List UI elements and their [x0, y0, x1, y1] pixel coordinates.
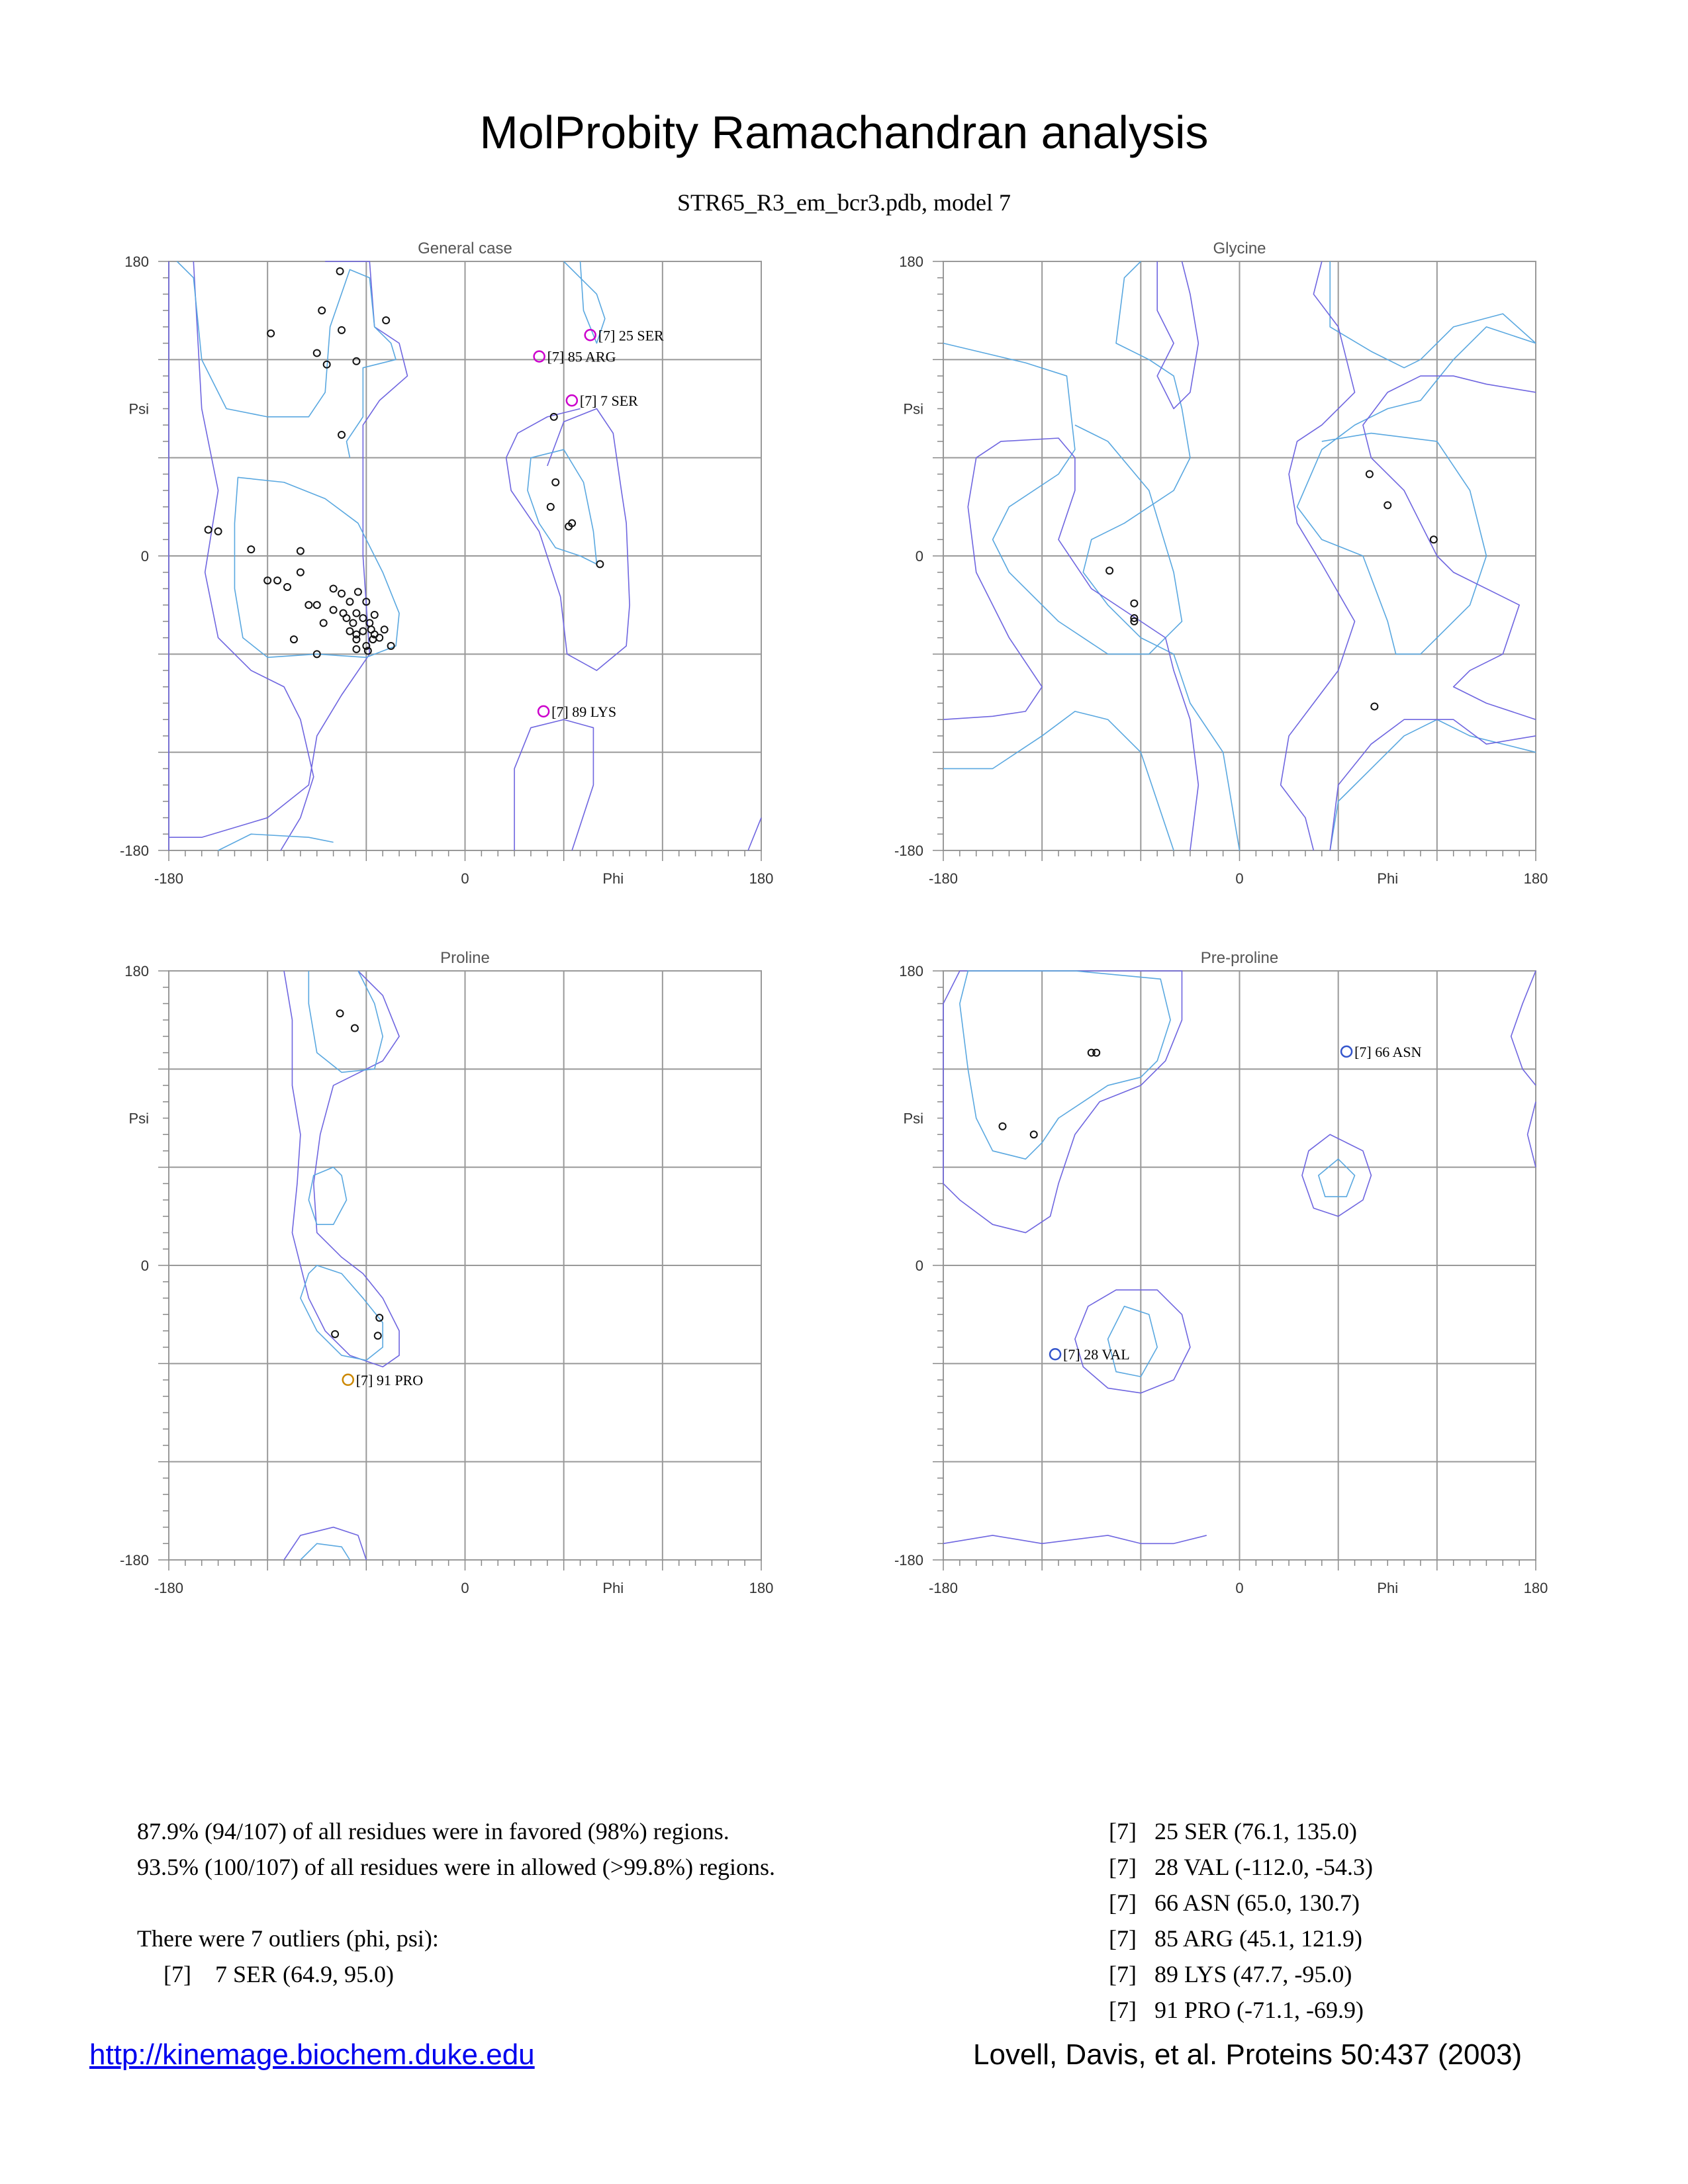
- x-tick-label: 0: [461, 1580, 469, 1596]
- data-point: [215, 528, 222, 535]
- data-point: [318, 307, 325, 314]
- kinemage-link[interactable]: http://kinemage.biochem.duke.edu: [89, 2038, 535, 2071]
- data-point: [359, 628, 366, 635]
- y-tick-label: -180: [894, 842, 923, 859]
- data-point: [291, 636, 297, 643]
- outlier-label: [7] 66 ASN: [1354, 1043, 1422, 1060]
- panel-title: Glycine: [1213, 240, 1266, 257]
- data-point: [284, 584, 291, 590]
- data-point: [1093, 1050, 1100, 1056]
- glycine-plot: [880, 225, 1582, 893]
- data-point: [344, 615, 350, 621]
- y-tick-label: -180: [119, 1552, 149, 1569]
- outliers-heading: There were 7 outliers (phi, psi):: [137, 1925, 439, 1952]
- data-point: [547, 504, 554, 510]
- x-axis-label: Phi: [602, 1580, 624, 1596]
- proline-plot: [106, 934, 808, 1603]
- favored-contour: [960, 971, 1355, 1377]
- data-point: [1106, 567, 1113, 574]
- data-point: [1000, 1123, 1006, 1130]
- x-axis-label: Phi: [1377, 1580, 1399, 1596]
- data-point: [330, 585, 337, 592]
- data-point: [305, 602, 312, 608]
- y-tick-label: 0: [140, 1257, 149, 1274]
- outlier-label: [7] 7 SER: [579, 392, 638, 410]
- y-tick-label: 180: [124, 253, 149, 270]
- data-point: [346, 598, 353, 605]
- y-tick-label: -180: [119, 842, 149, 859]
- page-subtitle: STR65_R3_em_bcr3.pdb, model 7: [677, 189, 1011, 216]
- data-point: [330, 607, 337, 614]
- general-case-plot: [106, 225, 808, 893]
- outlier-item: [7] 7 SER (64.9, 95.0): [164, 1961, 394, 1987]
- y-tick-label: 180: [124, 963, 149, 979]
- outlier-label: [7] 85 ARG: [547, 348, 616, 365]
- data-point: [1131, 600, 1137, 607]
- outlier-item: [7] 91 PRO (-71.1, -69.9): [1109, 1997, 1364, 2023]
- data-point: [596, 561, 603, 567]
- y-axis-label: Psi: [128, 1110, 149, 1127]
- x-tick-label: -180: [154, 1580, 184, 1596]
- panel-title: Proline: [440, 949, 490, 967]
- data-point: [381, 626, 388, 633]
- y-axis-label: Psi: [903, 400, 923, 418]
- x-tick-label: -180: [154, 870, 184, 887]
- data-point: [352, 1025, 358, 1032]
- data-point: [274, 577, 281, 584]
- data-point: [359, 615, 366, 621]
- pre-proline-plot: [880, 934, 1582, 1603]
- data-point: [314, 349, 320, 356]
- outlier-item: [7] 85 ARG (45.1, 121.9): [1109, 1925, 1362, 1952]
- outlier-point: [1341, 1046, 1352, 1057]
- x-tick-label: -180: [928, 870, 959, 887]
- x-axis-label: Phi: [602, 870, 624, 887]
- data-point: [1366, 471, 1373, 477]
- y-tick-label: -180: [894, 1552, 923, 1569]
- data-point: [337, 1010, 344, 1017]
- x-tick-label: 180: [1523, 870, 1548, 887]
- data-point: [383, 317, 389, 324]
- data-point: [267, 330, 274, 337]
- favored-stat: 87.9% (94/107) of all residues were in favored (98%) regions.: [137, 1818, 729, 1844]
- x-tick-label: 180: [1523, 1580, 1548, 1596]
- outlier-item: [7] 89 LYS (47.7, -95.0): [1109, 1961, 1352, 1987]
- data-point: [338, 327, 345, 334]
- outlier-item: [7] 25 SER (76.1, 135.0): [1109, 1818, 1357, 1844]
- data-point: [1430, 536, 1437, 543]
- data-point: [332, 1331, 338, 1338]
- data-point: [1371, 703, 1378, 709]
- citation: Lovell, Davis, et al. Proteins 50:437 (2003): [973, 2038, 1523, 2071]
- data-point: [371, 612, 378, 618]
- outlier-point: [585, 330, 596, 340]
- x-axis-label: Phi: [1377, 870, 1399, 887]
- x-tick-label: 180: [749, 1580, 774, 1596]
- panel-title: General case: [418, 240, 512, 257]
- y-tick-label: 180: [899, 253, 923, 270]
- outlier-point: [343, 1375, 353, 1385]
- panel-title: Pre-proline: [1200, 949, 1279, 967]
- outlier-label: [7] 25 SER: [598, 327, 664, 344]
- data-point: [353, 610, 359, 617]
- x-tick-label: -180: [928, 1580, 959, 1596]
- y-tick-label: 0: [915, 1257, 923, 1274]
- outlier-point: [1050, 1349, 1060, 1359]
- y-tick-label: 180: [899, 963, 923, 979]
- data-point: [551, 414, 557, 420]
- data-point: [320, 619, 327, 626]
- outlier-point: [567, 395, 577, 406]
- x-tick-label: 0: [1235, 870, 1244, 887]
- y-tick-label: 0: [915, 548, 923, 565]
- data-point: [205, 526, 212, 533]
- data-point: [297, 548, 304, 555]
- data-point: [1031, 1131, 1037, 1138]
- data-point: [346, 628, 353, 635]
- data-point: [375, 1332, 381, 1339]
- y-axis-label: Psi: [128, 400, 149, 418]
- y-axis-label: Psi: [903, 1110, 923, 1127]
- page-title: MolProbity Ramachandran analysis: [479, 107, 1209, 158]
- data-point: [338, 590, 345, 597]
- x-tick-label: 0: [1235, 1580, 1244, 1596]
- x-tick-label: 180: [749, 870, 774, 887]
- outlier-label: [7] 89 LYS: [551, 703, 617, 720]
- favored-contour: [528, 449, 596, 564]
- y-tick-label: 0: [140, 548, 149, 565]
- data-point: [248, 546, 254, 553]
- allowed-stat: 93.5% (100/107) of all residues were in allowed (>99.8%) regions.: [137, 1854, 776, 1880]
- data-point: [1384, 502, 1391, 508]
- data-point: [350, 619, 356, 626]
- x-tick-label: 0: [461, 870, 469, 887]
- data-point: [337, 268, 344, 275]
- data-point: [353, 646, 359, 653]
- outlier-point: [538, 706, 549, 717]
- outlier-item: [7] 28 VAL (-112.0, -54.3): [1109, 1854, 1373, 1880]
- allowed-contour: [506, 409, 761, 851]
- data-point: [353, 631, 359, 638]
- data-point: [355, 588, 361, 595]
- data-point: [552, 479, 559, 486]
- data-point: [353, 358, 359, 365]
- data-point: [314, 602, 320, 608]
- outlier-label: [7] 91 PRO: [355, 1371, 424, 1388]
- summary-stats: [137, 1813, 998, 1992]
- outlier-list: [1109, 1813, 1638, 2028]
- outlier-label: [7] 28 VAL: [1063, 1346, 1130, 1363]
- data-point: [376, 635, 383, 641]
- data-point: [338, 432, 345, 438]
- outlier-item: [7] 66 ASN (65.0, 130.7): [1109, 1889, 1360, 1916]
- data-point: [297, 569, 304, 576]
